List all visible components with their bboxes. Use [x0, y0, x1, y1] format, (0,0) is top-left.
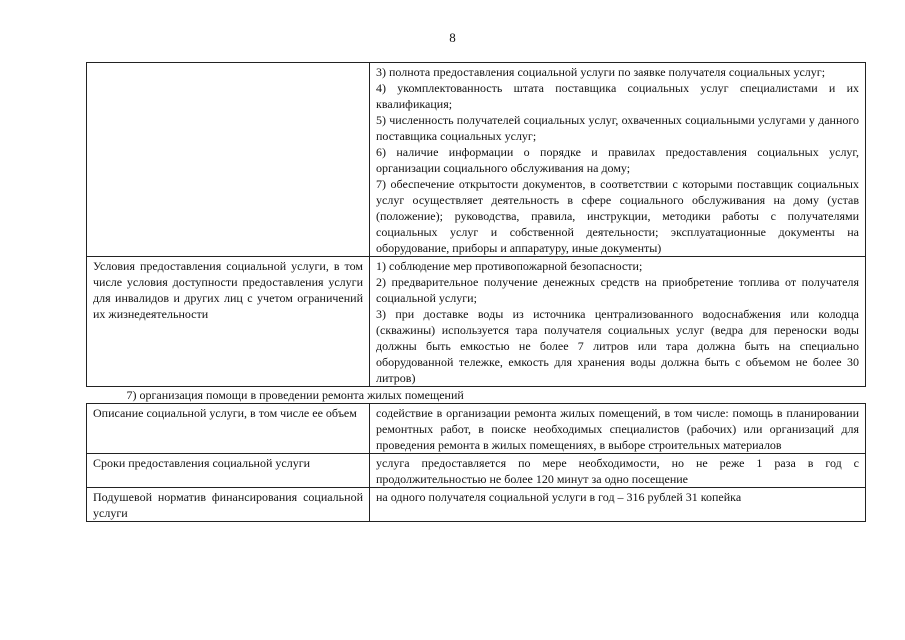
page-number: 8 — [449, 30, 456, 45]
criteria-item: 6) наличие информации о порядке и правилах предоставления социальных услуг, организации социального обслуживания на дому; — [376, 145, 859, 175]
conditions-value — [370, 257, 866, 387]
condition-item: 1) соблюдение мер противопожарной безопасности; — [376, 259, 643, 273]
table-row-continuation — [87, 63, 866, 257]
criteria-item: 5) численность получателей социальных услуг, охваченных социальными услугами у данного поставщика социальных услуг; — [376, 113, 859, 143]
table-row-funding — [87, 488, 866, 522]
table-row-terms — [87, 454, 866, 488]
condition-item: 3) при доставке воды из источника централизованного водоснабжения или колодца (скважины) используется тара получателя социальных услуг (ведра для переноски воды должны быть емкостью не более 7 литров или тара должна быть на специально оборудованной тележке, емкость для хранения воды должна быть с объемом не более 30 литров) — [376, 307, 859, 385]
criteria-item: 7) обеспечение открытости документов, в соответствии с которыми поставщик социальных услуг осуществляет деятельность в сфере социального обслуживания на дому (устав (положение); руководства, правила, инструкции, методики работы с получателями социальных услуг и собственной деятельности; эксплуатационные документы на оборудование, приборы и аппаратуру, иные документы) — [376, 177, 859, 255]
description-label: Описание социальной услуги, в том числе ее объем — [87, 404, 370, 454]
table-row-description — [87, 404, 866, 454]
funding-value: на одного получателя социальной услуги в год – 316 рублей 31 копейка — [370, 488, 866, 522]
funding-label: Подушевой норматив финансирования социальной услуги — [87, 488, 370, 522]
table-row-conditions — [87, 257, 866, 387]
terms-value: услуга предоставляется по мере необходимости, но не реже 1 раза в год с продолжительностью не более 120 минут за одно посещение — [370, 454, 866, 488]
condition-item: 2) предварительное получение денежных средств на приобретение топлива от получателя социальной услуги; — [376, 275, 859, 305]
conditions-label: Условия предоставления социальной услуги, в том числе условия доступности предоставления услуги для инвалидов и других лиц с учетом ограничений их жизнедеятельности — [87, 257, 370, 387]
section-title: 7) организация помощи в проведении ремонта жилых помещений — [87, 387, 866, 404]
criteria-item: 3) полнота предоставления социальной услуги по заявке получателя социальных услуг; — [376, 65, 826, 79]
table-cell-criteria — [370, 63, 866, 257]
terms-label: Сроки предоставления социальной услуги — [87, 454, 370, 488]
description-value: содействие в организации ремонта жилых помещений, в том числе: помощь в планировании ремонтных работ, в поиске необходимых специалистов (рабочих) или организаций для проведения ремонта в жилых помещениях, в выборе строительных материалов — [370, 404, 866, 454]
section-header-row — [87, 387, 866, 404]
services-table — [86, 62, 866, 522]
criteria-item: 4) укомплектованность штата поставщика социальных услуг специалистами и их квалификация; — [376, 81, 859, 111]
table-cell-empty — [87, 63, 370, 257]
